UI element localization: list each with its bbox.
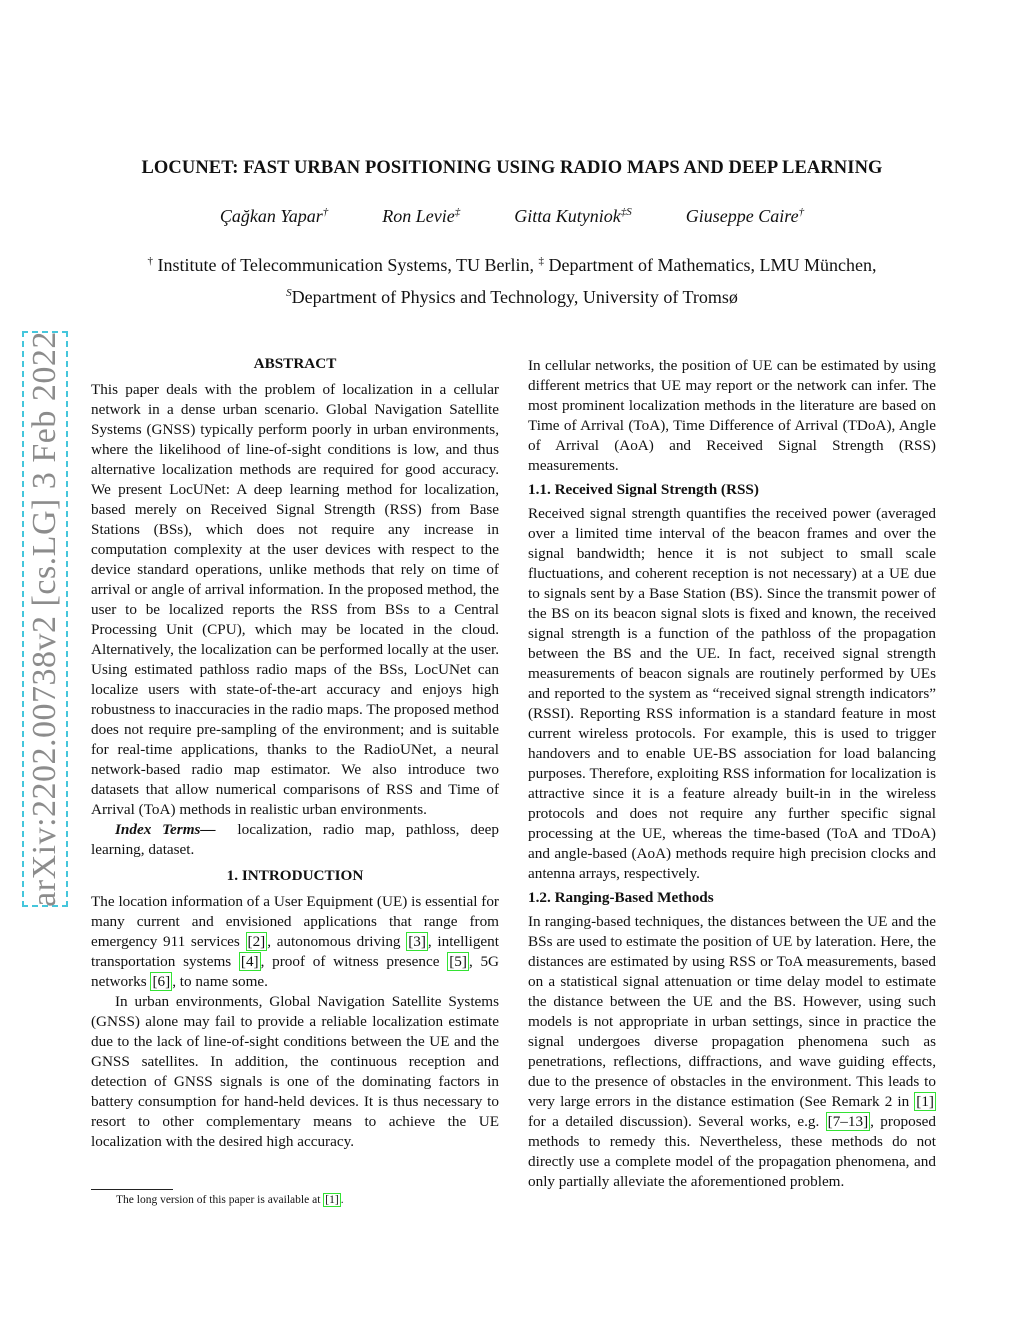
- intro-paragraph-1: The location information of a User Equipment (UE) is essential for many current and envisioned applications that range from emergency 911 services [2] , autonomous driving [3] , intelligent transportation systems [4] , proof of witness presence [5] , 5G networks [6] , to name some.: [91, 893, 500, 990]
- section-1-2-text: In ranging-based techniques, the distances between the UE and the BSs are used to estimate the position of UE by lateration. Here, the distances are estimated by using RSS or ToA measurements, based on a statistical signal attenuation or time delay model to estimate the distance between the UE and the BS. However, using such models is not appropriate in urban settings, since in practice the signal undergoes diverse propagation phenomena such as penetrations, reflections, diffractions, and wave guiding effects, due to the presence of obstacles in the environment. This leads to very large errors in the distance estimation (See Remark 2 in [1] for a detailed discussion). Several works, e.g. [7–13] , proposed methods to remedy this. Nevertheless, these methods do not directly use a complete model of the propagation phenomena, and only partially alleviate the aforementioned problem.: [528, 913, 936, 1190]
- index-terms: Index Terms— localization, radio map, pathloss, deep learning, dataset.: [91, 821, 499, 858]
- citation-link[interactable]: [4]: [240, 953, 259, 970]
- author: Ron Levie‡: [382, 206, 461, 226]
- footnote-divider: [91, 1189, 173, 1190]
- citation-link[interactable]: [7–13]: [827, 1113, 869, 1130]
- left-column: [91, 354, 499, 1152]
- citation-link[interactable]: [3]: [408, 933, 426, 950]
- arxiv-identifier-stamp[interactable]: [22, 331, 68, 907]
- author: Giuseppe Caire†: [685, 206, 805, 226]
- section-1-1-text: Received signal strength quantifies the received power (averaged over a limited time interval of the beacon frames and over the signal bandwidth; hence it is not subject to small scale fluctuations, and coherent reception is not necessary) at a UE due to signals sent by a Base Station (BS). Since the transmit power of the BS on its beacon signal slots is fixed and known, the received signal strength is a function of the pathloss of the propagation between the BS and the UE. In fact, received signal strength measurements of beacon signals are routinely performed by UEs and reported to the system as “received signal strength indicators” (RSSI). Reporting RSS information is a standard feature in most current wireless protocols. For example, this is used to trigger handovers and to enable UE-BS association for load balancing purposes. Therefore, exploiting RSS information for localization is attractive since it is a feature already built-in in the wireless protocols and does not require any further specific signal processing at the UE, whereas the time-based (ToA and TDoA) and angle-based (AoA) methods require high precision clocks and antenna arrays, respectively.: [528, 505, 936, 882]
- author: Gitta Kutyniok$^{\ddagger S}$: [514, 206, 632, 226]
- citation-link[interactable]: [1]: [916, 1093, 934, 1110]
- section-1-2-heading: 1.2. Ranging-Based Methods: [528, 889, 714, 906]
- paper-title: LOCUNET: FAST URBAN POSITIONING USING RADIO MAPS AND DEEP LEARNING: [141, 158, 883, 178]
- author-list: [0, 206, 1024, 227]
- affiliation-line-1: † Institute of Telecommunication Systems, TU Berlin, ‡ Department of Mathematics, LMU München,: [147, 255, 877, 275]
- author: Çağkan Yapar†: [219, 206, 329, 226]
- section-1-1-heading: 1.1. Received Signal Strength (RSS): [528, 481, 759, 498]
- right-column: [528, 356, 936, 1192]
- arxiv-identifier-text: arXiv:2202.00738v2 [cs.LG] 3 Feb 2022: [26, 331, 63, 907]
- intro-paragraph-3: In cellular networks, the position of UE can be estimated by using different metrics that UE may report or the network can infer. The most prominent localization methods in the literature are based on Time of Arrival (ToA), Time Difference of Arrival (TDoA), Angle of Arrival (AoA) and Received Signal Strength (RSS) measurements.: [528, 357, 936, 474]
- abstract-text: This paper deals with the problem of localization in a cellular network in a dense urban scenario. Global Navigation Satellite Systems (GNSS) typically perform poorly in urban environments, where the likelihood of line-of-sight conditions is low, and thus alternative localization methods are required for good accuracy. We present LocUNet: A deep learning method for localization, based merely on Received Signal Strength (RSS) from Base Stations (BSs), which does not require any increase in computation complexity at the user devices with respect to the device standard operations, unlike methods that rely on time of arrival or angle of arrival information. In the proposed method, the user to be localized reports the RSS from BSs to a Central Processing Unit (CPU), which may be located in the cloud. Alternatively, the localization can be performed locally at the user. Using estimated pathloss radio maps of the BSs, LocUNet can localize users with state-of-the-art accuracy and enjoys high robustness to inaccuracies in the radio maps. The proposed method does not require pre-sampling of the environment; and is suitable for real-time applications, thanks to the RadioUNet, a neural network-based radio map estimator. We also introduce two datasets that allow numerical comparisons of RSS and Time of Arrival (ToA) methods in realistic urban environments.: [91, 381, 499, 818]
- citation-link[interactable]: [6]: [152, 973, 171, 990]
- citation-link[interactable]: [1]: [325, 1194, 339, 1206]
- citation-link[interactable]: [2]: [247, 933, 266, 950]
- affiliation-line-2: $^S$Department of Physics and Technology, University of Tromsø: [286, 287, 738, 307]
- introduction-heading: 1. INTRODUCTION: [226, 867, 364, 884]
- intro-paragraph-2: In urban environments, Global Navigation Satellite Systems (GNSS) alone may fail to provide a reliable localization estimate due to the lack of line-of-sight conditions between the UE and the GNSS satellites. In addition, the continuous reception and detection of GNSS signals is one of the dominating factors in battery consumption for hand-held devices. It is thus necessary to resort to other complementary means to achieve the UE localization with the desired high accuracy.: [91, 993, 499, 1150]
- abstract-heading: ABSTRACT: [253, 355, 337, 372]
- footnote: The long version of this paper is available at [1] .: [116, 1194, 344, 1206]
- citation-link[interactable]: [5]: [449, 953, 467, 970]
